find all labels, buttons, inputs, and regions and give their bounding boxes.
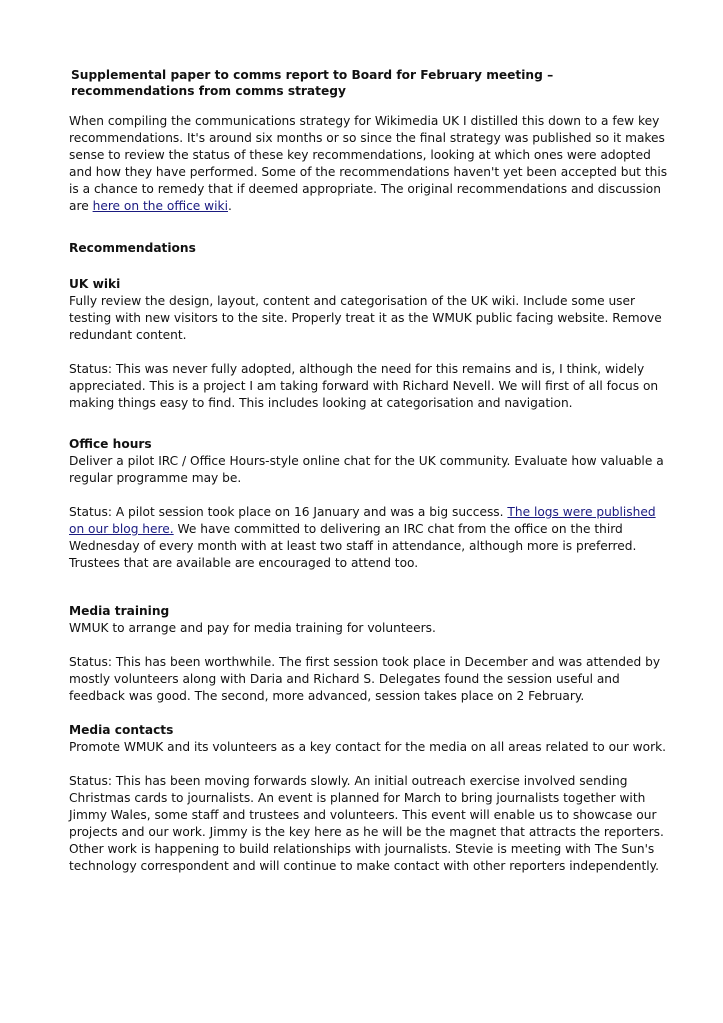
uk-wiki-heading: UK wiki [69,277,121,291]
media-training-status: Status: This has been worthwhile. The first session took place in December and was attended by mostly volunteers along with Daria and Richard S. Delegates found the session useful and feedback was good. The second, more advanced, session takes place on 2 February. [69,655,661,703]
office-hours-status [69,504,669,572]
office-hours-status-rest: We have committed to delivering an IRC chat from the office on the third Wednesday of every month with at least two staff in attendance, although more is preferred. Trustees that are available are encouraged to attend too. [69,522,637,570]
office-hours-description: Deliver a pilot IRC / Office Hours-style online chat for the UK community. Evaluate how valuable a regular programme may be. [69,454,664,485]
media-contacts-status: Status: This has been moving forwards slowly. An initial outreach exercise involved sending Christmas cards to journalists. An event is planned for March to bring journalists together with Jimmy Wales, some staff and trustees and volunteers. This event will enable us to showcase our projects and our work. Jimmy is the key here as he will be the magnet that attracts the reporters. Other work is happening to build relationships with journalists. Stevie is meeting with The Sun's technology correspondent and will continue to make contact with other reporters independently. [69,774,664,873]
media-training-heading: Media training [69,604,170,618]
media-contacts-heading: Media contacts [69,723,174,737]
title-line-1: Supplemental paper to comms report to Board for February meeting – [71,68,554,82]
uk-wiki-description: Fully review the design, layout, content and categorisation of the UK wiki. Include some user testing with new visitors to the site. Properly treat it as the WMUK public facing website. Remove redundant content. [69,294,662,342]
office-hours-status-text: Status: A pilot session took place on 16 January and was a big success. [69,505,508,519]
blog-logs-link[interactable]: The logs were published on our blog here. [69,505,656,536]
office-wiki-link[interactable]: here on the office wiki [92,199,228,213]
intro-paragraph [69,113,669,215]
intro-after-link: . [227,199,232,213]
media-contacts-description: Promote WMUK and its volunteers as a key contact for the media on all areas related to our work. [69,740,667,754]
title-line-2: recommendations from comms strategy [71,84,346,98]
uk-wiki-status: Status: This was never fully adopted, although the need for this remains and is, I think, widely appreciated. This is a project I am taking forward with Richard Nevell. We will first of all focus on making things easy to find. This includes looking at categorisation and navigation. [69,362,659,410]
intro-text: When compiling the communications strategy for Wikimedia UK I distilled this down to a few key recommendations. It's around six months or so since the final strategy was published so it makes sense to review the status of these key recommendations, looking at which ones were adopted and how they have performed. Some of the recommendations haven't yet been accepted but this is a chance to remedy that if deemed appropriate. The original recommendations and discussion are [69,114,668,213]
office-hours-heading: Office hours [69,437,152,451]
document-page [69,67,669,875]
recommendations-heading: Recommendations [69,241,196,255]
document-title [71,67,611,99]
media-training-description: WMUK to arrange and pay for media training for volunteers. [69,621,436,635]
